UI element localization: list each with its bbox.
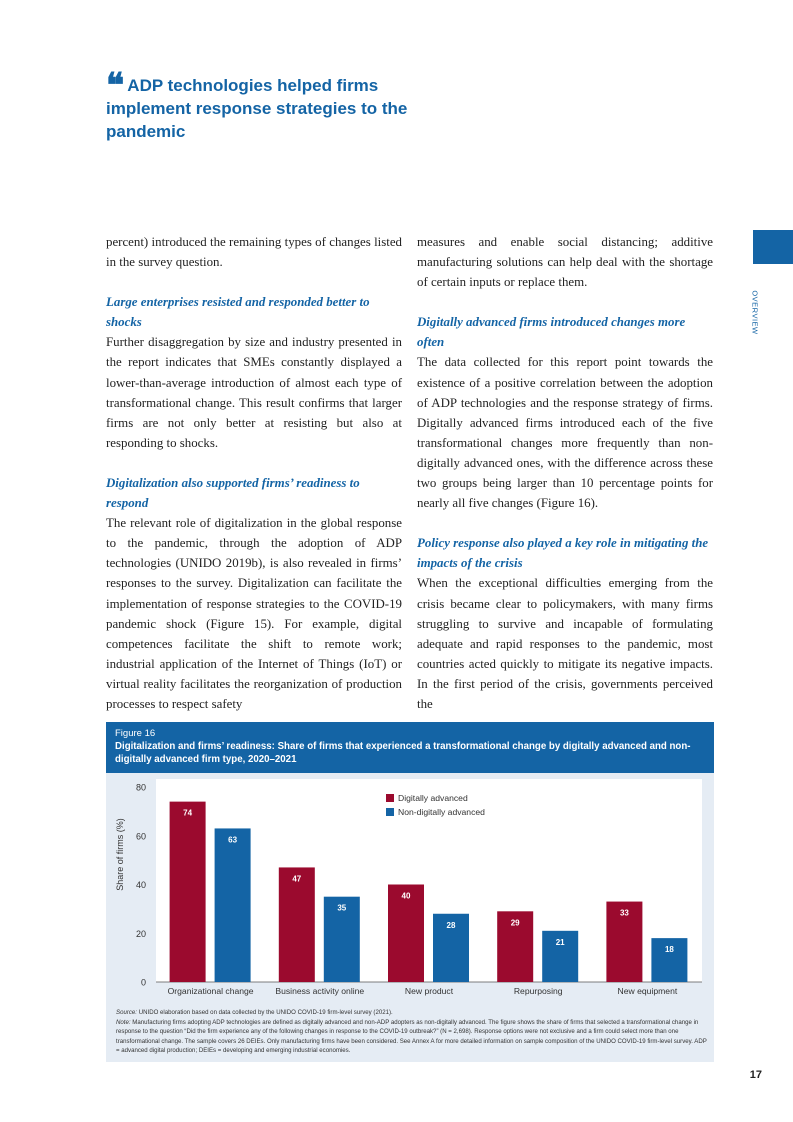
- data-label: 33: [619, 908, 629, 918]
- right-heading-1: Digitally advanced firms introduced changes more often: [417, 315, 686, 350]
- y-tick-label: 0: [140, 977, 146, 988]
- bar-digitally-advanced: [170, 802, 206, 982]
- y-axis-label: Share of firms (%): [115, 818, 125, 891]
- right-paragraph-1: measures and enable social distancing; additive manufacturing solutions can help deal with the shortage of certain inputs or replace them.: [417, 235, 713, 290]
- legend-swatch: [386, 808, 394, 816]
- legend-label: Non-digitally advanced: [398, 807, 485, 817]
- pull-quote: [106, 68, 436, 143]
- figure-notes: [116, 1008, 708, 1056]
- page-number: 17: [749, 1069, 762, 1081]
- y-tick-label: 40: [135, 880, 146, 890]
- right-heading-2: Policy response also played a key role in mitigating the impacts of the crisis: [417, 536, 709, 571]
- x-tick-label: Organizational change: [167, 986, 254, 996]
- pull-quote-text: ADP technologies helped firms implement response strategies to the pandemic: [106, 76, 408, 141]
- y-tick-label: 60: [135, 831, 146, 842]
- y-tick-label: 80: [135, 782, 146, 793]
- data-label: 40: [401, 891, 411, 901]
- bar-non-digitally-advanced: [215, 828, 251, 982]
- right-column: [417, 232, 713, 714]
- figure-header: [106, 722, 714, 773]
- figure-16: [106, 722, 714, 1062]
- data-label: 63: [228, 835, 238, 845]
- left-column: [106, 232, 402, 714]
- y-tick-label: 20: [135, 928, 146, 939]
- section-label: OVERVIEW: [750, 290, 760, 335]
- data-label: 29: [510, 918, 520, 928]
- left-heading-1: Large enterprises resisted and responded better to shocks: [106, 295, 370, 330]
- left-paragraph-2: Further disaggregation by size and industry presented in the report indicates that SMEs constantly displayed a lower-than-average introduction of almost each type of transformational change. This result confirms that larger firms are not only better at resisting but also at responding to shocks.: [106, 335, 402, 450]
- data-label: 74: [183, 808, 193, 818]
- data-label: 28: [446, 920, 456, 930]
- bar-chart: [106, 773, 714, 1008]
- x-tick-label: New equipment: [617, 986, 678, 996]
- x-tick-label: Business activity online: [275, 986, 365, 996]
- left-paragraph-3: The relevant role of digitalization in the global response to the pandemic, through the adoption of ADP technologies (UNIDO 2019b), is also revealed in firms’ responses to the survey. Digitalization can facilitate the implementation of response strategies to the COVID-19 pandemic shock (Figure 15). For example, digital competences facilitate the shift to remote work; industrial application of the Internet of Things (IoT) or virtual reality facilitates the reorganization of production processes to respect safety: [106, 516, 402, 711]
- x-tick-label: New product: [404, 986, 454, 996]
- right-paragraph-3: When the exceptional difficulties emerging from the crisis became clear to policymakers, with many firms struggling to survive and incapable of formulating adequate and rapid responses to the pandemic, most countries acted quickly to mitigate its negative impacts. In the first period of the crisis, governments perceived the: [417, 576, 713, 711]
- legend-swatch: [386, 794, 394, 802]
- section-tab: [753, 230, 793, 264]
- figure-source: Source: UNIDO elaboration based on data collected by the UNIDO COVID-19 firm-level survey (2021).: [116, 1009, 393, 1016]
- data-label: 35: [337, 903, 347, 913]
- data-label: 21: [555, 937, 565, 947]
- x-tick-label: Repurposing: [513, 986, 563, 996]
- figure-note: Note: Manufacturing firms adopting ADP technologies are defined as digitally advanced and non-ADP adopters as non-digitally advanced. The figure shows the share of firms that selected a transformational change in response to the question “Did the firm experience any of the following changes in response to the COVID-19 outbreak?” (N = 2,698). Response options were not exclusive and a firm could select more than one transformational change. The sample covers 26 DEIEs. Only manufacturing firms have been considered. See Annex A for more detailed information on sample composition of the UNIDO COVID-19 firm-level survey. ADP = advanced digital production; DEIEs = developing and emerging industrial economies.: [116, 1018, 707, 1055]
- left-paragraph-1: percent) introduced the remaining types of changes listed in the survey question.: [106, 235, 402, 270]
- bar-digitally-advanced: [279, 867, 315, 982]
- right-paragraph-2: The data collected for this report point towards the existence of a positive correlation between the adoption of ADP technologies and the response strategy of firms. Digitally advanced firms introduced each of the five transformational changes more frequently than non-digitally advanced ones, with the difference across these two groups being larger than 10 percentage points for nearly all five changes (Figure 16).: [417, 355, 713, 511]
- data-label: 47: [292, 874, 302, 884]
- figure-number: Figure 16: [115, 728, 156, 739]
- quote-icon: ❝: [106, 68, 125, 105]
- left-heading-2: Digitalization also supported firms’ readiness to respond: [106, 475, 360, 511]
- figure-title: Digitalization and firms’ readiness: Share of firms that experienced a transformational change by digitally advanced and non-digitally advanced firm type, 2020–2021: [115, 741, 691, 765]
- legend-label: Digitally advanced: [398, 793, 468, 803]
- data-label: 18: [664, 945, 674, 955]
